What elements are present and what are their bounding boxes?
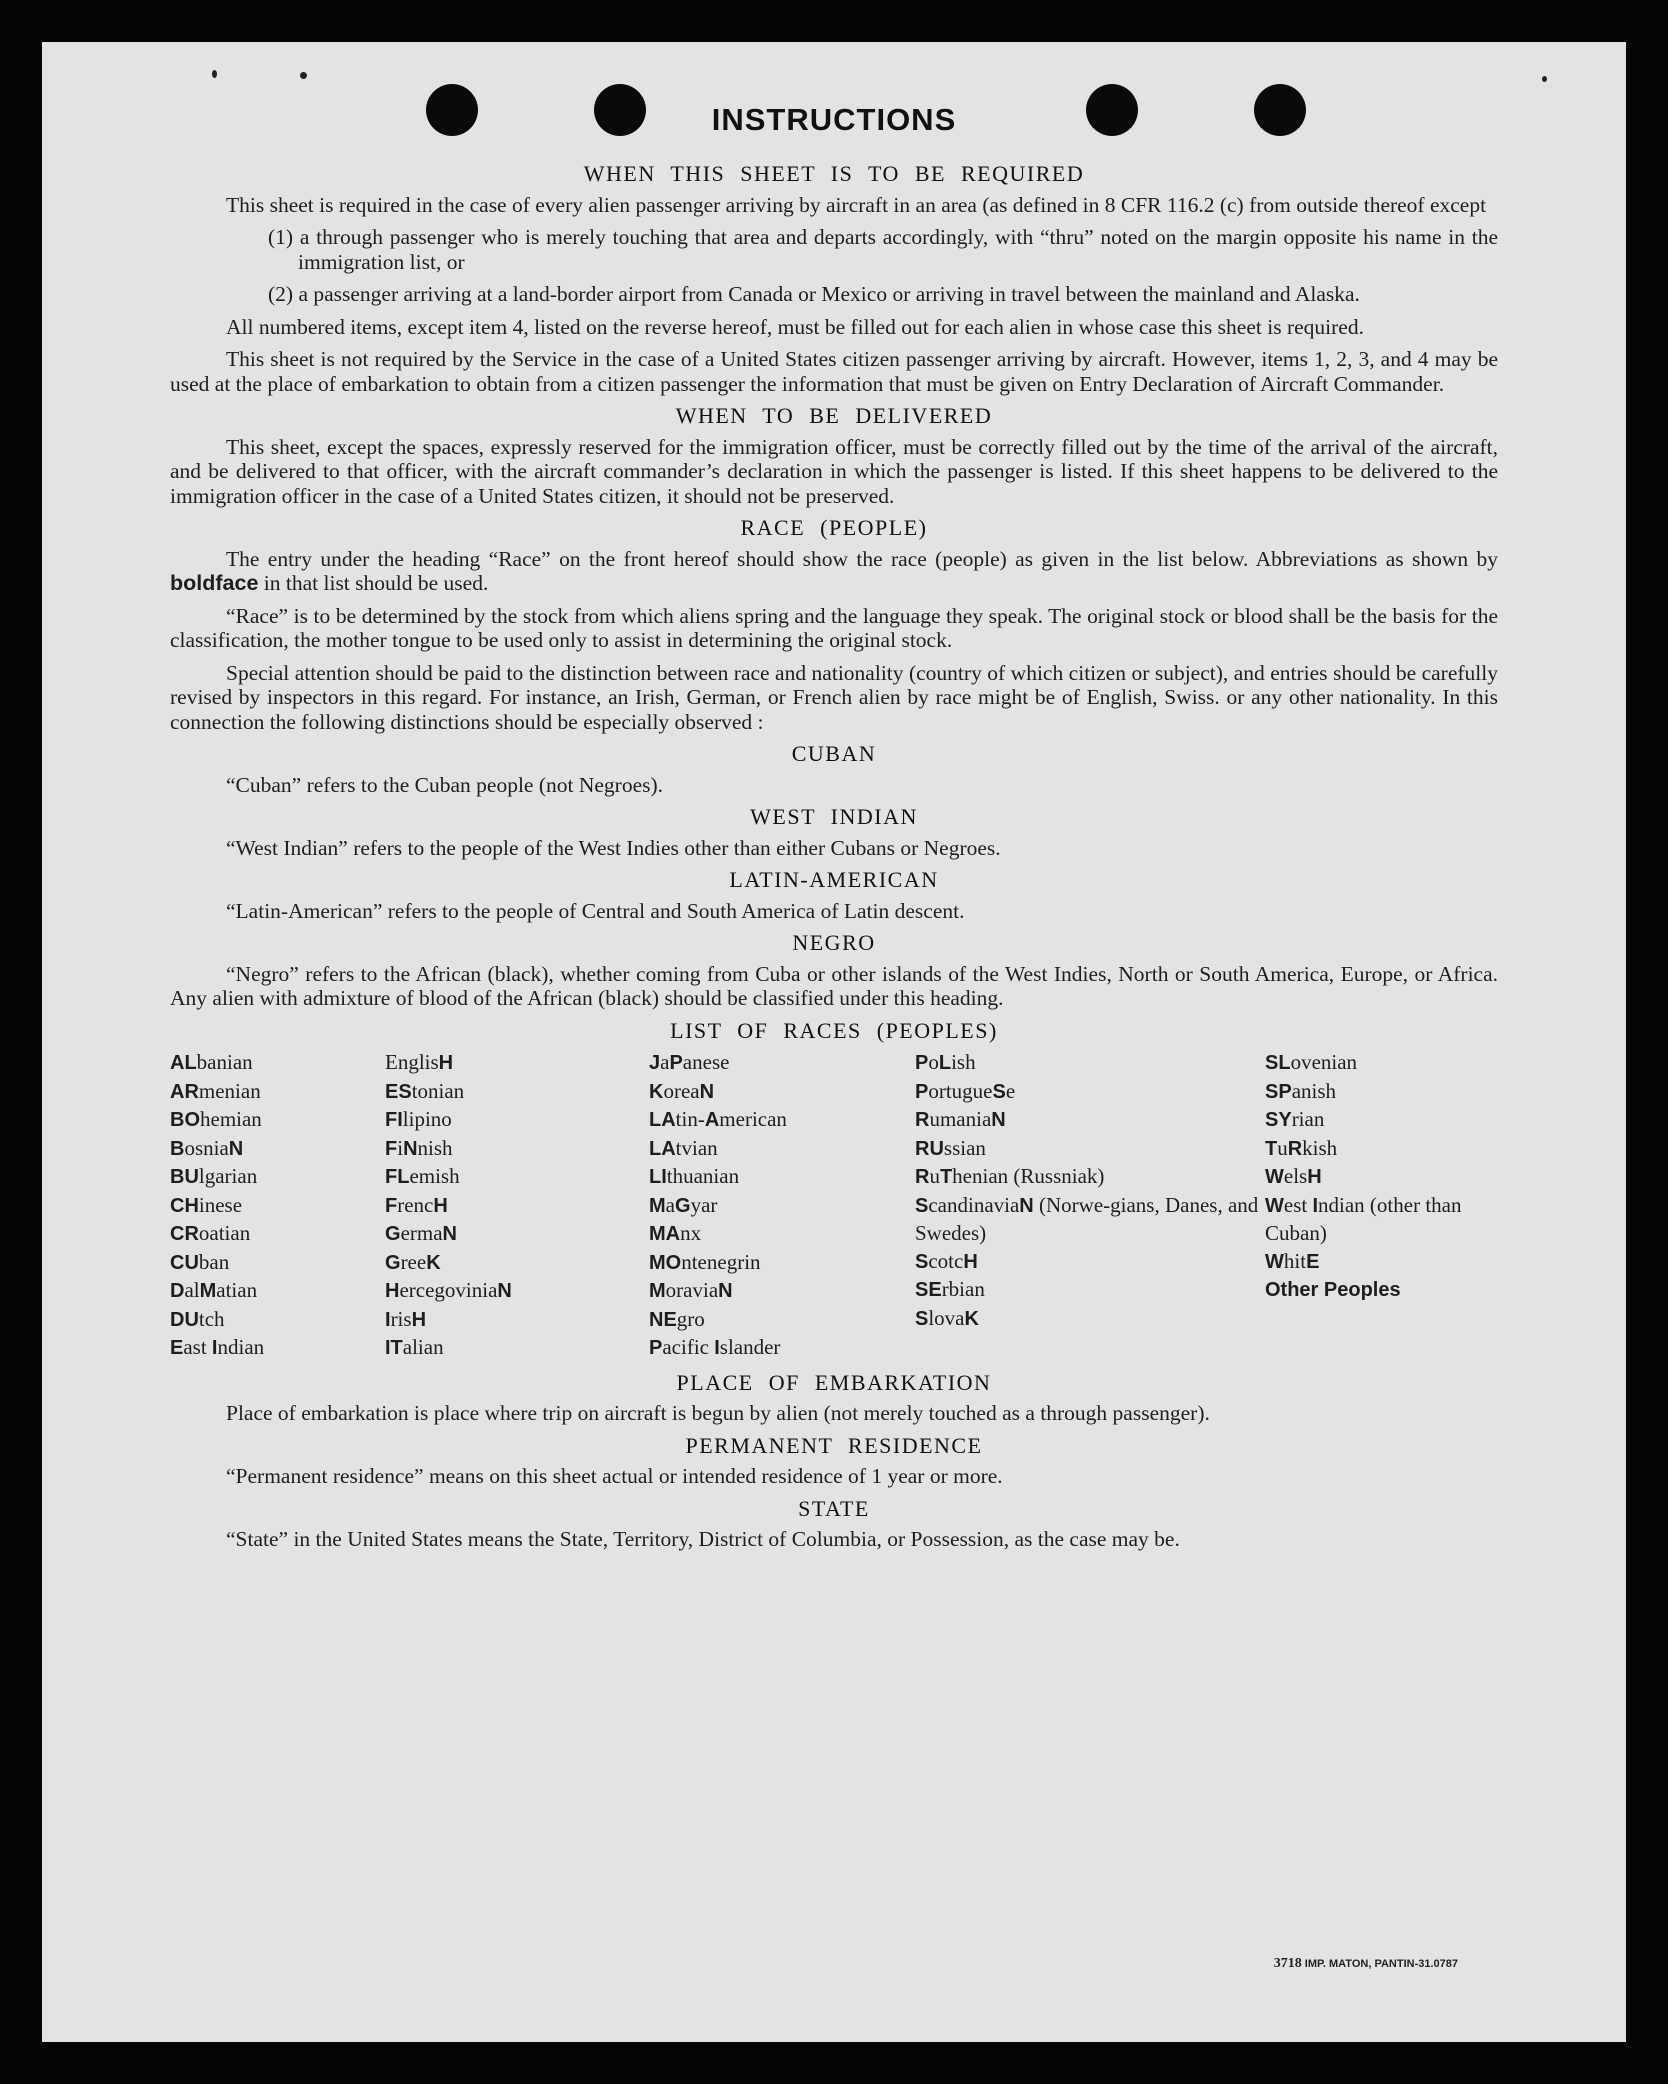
race-text: orea [663,1078,700,1103]
race-column [385,1049,649,1363]
race-text: thuanian [666,1164,740,1188]
race-entry [385,1049,649,1078]
section-heading: LATIN-AMERICAN [729,867,939,892]
race-text: henian (Russniak) [952,1164,1105,1188]
instructions-body [170,158,1498,1560]
race-abbrev: FL [385,1166,410,1188]
race-abbrev: AL [170,1052,197,1074]
exception-item: (2) a passenger arriving at a land-border airport from Canada or Mexico or arriving in travel between the mainland and Alaska. [268,282,1360,306]
race-entry [170,1163,385,1192]
race-entry [385,1249,649,1278]
race-abbrev: ES [385,1080,412,1103]
race-entry [170,1049,385,1078]
race-abbrev: K [649,1080,664,1103]
race-abbrev: P [669,1052,683,1074]
race-text: ree [400,1249,427,1274]
race-entry [915,1163,1265,1192]
race-entry [649,1192,915,1221]
race-column [915,1049,1265,1363]
race-abbrev: L [938,1052,952,1074]
race-abbrev: M [199,1280,217,1302]
race-text: cotc [928,1248,964,1273]
race-abbrev: H [385,1280,400,1302]
paragraph [170,547,1498,596]
race-text: ish [951,1050,976,1074]
race-text: ndian [217,1335,265,1359]
race-abbrev: SP [1265,1080,1292,1103]
race-text: menian [198,1078,261,1103]
race-text: E [385,1050,398,1074]
race-entry [170,1135,385,1164]
race-abbrev: AR [170,1080,199,1103]
race-entry [915,1106,1265,1135]
race-entry [915,1135,1265,1164]
race-entry [170,1249,385,1278]
race-entry [915,1049,1265,1078]
race-text: al [184,1278,200,1302]
race-entry [649,1277,915,1306]
race-abbrev: DU [170,1308,199,1331]
printer-imprint: IMP. MATON, PANTIN-31.0787 [1304,1958,1458,1970]
paragraph: “State” in the United States means the State, Territory, District of Columbia, or Possession, as the case may be. [226,1527,1180,1551]
scan-speck [300,72,307,79]
race-entry [170,1078,385,1107]
race-abbrev: SE [915,1279,942,1301]
race-text: slander [719,1335,781,1359]
race-text: osnia [184,1135,229,1160]
race-entry [170,1220,385,1249]
race-text: ercegovinia [399,1278,498,1302]
form-number: 3718 [1273,1956,1302,1971]
race-text: rian [1291,1107,1325,1131]
race-text: alian [402,1335,444,1359]
race-text: lova [928,1305,965,1330]
race-abbrev: E [1306,1250,1320,1273]
race-list [170,1049,1498,1363]
race-abbrev: LA [649,1109,676,1131]
race-entry [385,1135,649,1164]
race-entry [1265,1078,1505,1107]
scan-speck [1542,76,1547,82]
race-abbrev: BU [170,1166,199,1188]
race-text: est [1283,1192,1313,1217]
race-abbrev: RU [915,1137,944,1160]
race-entry [1265,1276,1505,1305]
paragraph: Special attention should be paid to the distinction between race and nationality (country of which citizen or subject), and entries should be carefully revised by inspectors in this regard. For instance, an Irish, German, or French alien by race might be of English, Swiss. or any other nationality. In this connection the following distinctions should be especially observed : [170,660,1498,734]
race-abbrev: S [915,1307,929,1330]
section-heading: PERMANENT RESIDENCE [685,1432,983,1458]
paragraph: “Latin-American” refers to the people of Central and South America of Latin descent. [226,898,965,923]
race-entry [915,1305,1265,1334]
race-abbrev: N [699,1080,715,1103]
race-text: a [665,1192,675,1217]
race-abbrev: N [228,1137,244,1160]
race-text: rbian [941,1277,985,1301]
race-abbrev: N [442,1223,457,1245]
paragraph: Place of embarkation is place where trip on aircraft is begun by alien (not merely touched as a through passenger). [226,1401,1210,1425]
race-abbrev: I [211,1337,218,1359]
race-abbrev: K [964,1307,979,1330]
race-text: e [1005,1078,1016,1103]
race-text: ban [198,1249,230,1274]
race-abbrev: P [915,1080,929,1103]
race-text: ortugue [928,1078,993,1103]
race-text: tin- [675,1107,705,1131]
race-abbrev: F [385,1194,398,1217]
section-heading: STATE [798,1495,870,1521]
race-abbrev: T [939,1166,953,1188]
race-column [170,1049,385,1363]
race-text: oatian [198,1221,251,1245]
race-abbrev: M [649,1280,666,1302]
text-run: The entry under the heading “Race” on the front hereof should show the race (people) as given in the list below. Abbreviations as shown by [226,546,1498,571]
race-entry [1265,1163,1505,1192]
race-text: gro [676,1306,705,1331]
race-abbrev: R [915,1109,930,1131]
race-entry [170,1334,385,1363]
race-abbrev: E [170,1337,184,1359]
race-abbrev: H [1307,1166,1322,1188]
race-entry [649,1220,915,1249]
paragraph: This sheet, except the spaces, expressly reserved for the immigration officer, must be correctly filled out by the time of the arrival of the aircraft, and be delivered to that officer, with the aircraft commander’s declaration in which the passenger is listed. If this sheet happens to be delivered to the immigration officer in the case of a United States citizen, it should not be preserved. [170,434,1498,508]
boldface-word: boldface [170,571,259,595]
section-heading: WEST INDIAN [750,804,918,829]
race-text: hit [1283,1248,1307,1273]
race-entry [385,1192,649,1221]
paragraph: “Cuban” refers to the Cuban people (not Negroes). [226,772,664,797]
section-heading: NEGRO [792,930,876,955]
race-text: merican [719,1107,787,1131]
race-entry [385,1220,649,1249]
race-entry [649,1078,915,1107]
race-abbrev: H [411,1308,427,1331]
race-abbrev: IT [385,1337,403,1359]
race-text: banian [196,1050,253,1074]
race-text: nglis [397,1050,439,1074]
race-abbrev: N [403,1137,418,1160]
race-text: ntenegrin [681,1249,761,1274]
race-text: acific [662,1335,715,1359]
race-text: ris [390,1306,412,1331]
section-heading: PLACE OF EMBARKATION [676,1369,992,1395]
race-abbrev: FI [385,1109,403,1131]
page-title: INSTRUCTIONS [711,102,957,137]
race-text: umania [929,1107,992,1131]
race-text: anish [1291,1078,1337,1103]
race-abbrev: P [649,1337,663,1359]
race-entry [649,1163,915,1192]
section-heading: LIST OF RACES (PEOPLES) [670,1017,998,1043]
race-entry [915,1078,1265,1107]
race-text: tch [198,1306,225,1331]
race-abbrev: J [649,1052,661,1074]
race-abbrev: A [704,1109,720,1131]
race-entry [385,1277,649,1306]
race-text: ndian (other than Cuban) [1265,1192,1462,1245]
race-entry [170,1192,385,1221]
race-entry [385,1106,649,1135]
race-abbrev: I [1312,1194,1319,1217]
race-abbrev: G [385,1223,401,1245]
race-abbrev: W [1265,1194,1284,1217]
race-text: candinavia [928,1192,1020,1217]
race-abbrev: N [497,1280,512,1302]
race-abbrev: Other Peoples [1265,1279,1401,1301]
race-entry [915,1276,1265,1305]
race-abbrev: D [170,1280,185,1302]
paragraph: “Negro” refers to the African (black), whether coming from Cuba or other islands of the West Indies, North or South America, Europe, or Africa. Any alien with admixture of blood of the African (black) should be classified under this heading. [170,961,1498,1010]
race-abbrev: H [433,1194,448,1217]
race-text: ast [183,1335,212,1359]
race-entry [385,1078,649,1107]
race-text: emish [409,1164,460,1188]
race-abbrev: BO [170,1109,200,1131]
race-abbrev: N [991,1109,1006,1131]
race-entry [1265,1135,1505,1164]
race-abbrev: G [675,1194,691,1217]
paragraph: “West Indian” refers to the people of the West Indies other than either Cubans or Negroes. [226,835,1001,860]
race-abbrev: S [992,1080,1006,1103]
race-abbrev: W [1265,1166,1284,1188]
race-abbrev: N [718,1280,733,1302]
race-entry [649,1306,915,1335]
exception-item: (1) a through passenger who is merely touching that area and departs accordingly, with “thru” noted on the margin opposite his name in the immigration list, or [268,225,1498,274]
race-text: u [1277,1135,1288,1160]
section-heading: WHEN THIS SHEET IS TO BE REQUIRED [583,161,1085,186]
paragraph: “Race” is to be determined by the stock from which aliens spring and the language they speak. The original stock or blood shall be the basis for the classification, the mother tongue to be used only to assist in determining the original stock. [170,603,1498,652]
race-abbrev: B [170,1137,185,1160]
race-abbrev: S [915,1250,929,1273]
race-text: (Norwe-gians, Danes, and Swedes) [915,1192,1259,1245]
race-abbrev: G [385,1251,401,1274]
race-text: ssian [943,1135,986,1160]
race-abbrev: H [963,1250,978,1273]
section-heading: RACE (PEOPLE) [740,515,928,540]
section-heading: CUBAN [791,741,877,766]
race-abbrev: CU [170,1251,199,1274]
race-text: i [397,1135,404,1160]
race-entry [649,1135,915,1164]
race-abbrev: H [438,1052,454,1074]
race-abbrev: I [385,1308,391,1331]
race-column [1265,1049,1505,1363]
race-entry [1265,1192,1505,1248]
race-text: kish [1302,1135,1338,1160]
paragraph: “Permanent residence” means on this sheet actual or intended residence of 1 year or more. [226,1464,1003,1488]
race-text: oravia [665,1278,719,1302]
scan-speck [212,70,217,78]
race-entry [915,1192,1265,1248]
race-text: a [660,1050,670,1074]
print-imprint [1274,1956,1458,1972]
race-entry [1265,1248,1505,1277]
paragraph: All numbered items, except item 4, listed on the reverse hereof, must be filled out for each alien in whose case this sheet is required. [226,314,1364,339]
race-abbrev: MO [649,1251,682,1274]
race-text: nx [680,1221,702,1245]
race-entry [649,1049,915,1078]
race-entry [385,1163,649,1192]
document-sheet [42,42,1626,2042]
race-text: tonian [411,1078,465,1103]
race-text: nish [417,1135,453,1160]
race-text: lgarian [198,1164,258,1188]
race-abbrev: CH [170,1194,199,1217]
race-text: erma [400,1221,443,1245]
race-abbrev: I [714,1337,720,1359]
race-entry [170,1106,385,1135]
paragraph: This sheet is required in the case of every alien passenger arriving by aircraft in an area (as defined in 8 CFR 116.2 (c) from outside thereof except [226,192,1487,217]
text-run: in that list should be used. [263,571,489,595]
race-abbrev: R [1287,1137,1303,1160]
race-entry [385,1306,649,1335]
race-abbrev: F [385,1137,398,1160]
race-entry [170,1306,385,1335]
race-abbrev: W [1265,1250,1284,1273]
race-text: hemian [200,1107,262,1131]
race-text: renc [397,1192,434,1217]
paragraph: This sheet is not required by the Service in the case of a United States citizen passenger arriving by aircraft. However, items 1, 2, 3, and 4 may be used at the place of embarkation to obtain from a citizen passenger the information that must be given on Entry Declaration of Aircraft Commander. [170,347,1498,396]
race-entry [170,1277,385,1306]
race-column [649,1049,915,1363]
race-text: tvian [675,1135,718,1160]
race-abbrev: K [426,1251,441,1274]
race-entry [649,1106,915,1135]
race-abbrev: N [1019,1194,1034,1217]
race-abbrev: M [649,1194,666,1217]
race-abbrev: T [1265,1137,1278,1160]
race-abbrev: LI [649,1166,667,1188]
race-entry [649,1249,915,1278]
race-text: inese [198,1192,243,1217]
race-entry [1265,1049,1505,1078]
race-abbrev: P [915,1052,929,1074]
race-abbrev: SL [1265,1052,1291,1074]
race-entry [915,1248,1265,1277]
race-text: anese [682,1050,730,1074]
race-abbrev: S [915,1194,929,1217]
race-text: ovenian [1290,1050,1358,1074]
race-text: yar [690,1192,718,1217]
race-abbrev: SY [1265,1109,1292,1131]
race-abbrev: CR [170,1223,199,1245]
race-entry [1265,1106,1505,1135]
race-text: o [928,1050,939,1074]
race-abbrev: LA [649,1137,676,1160]
race-text: u [929,1164,940,1188]
race-entry [385,1334,649,1363]
race-abbrev: NE [649,1308,677,1331]
race-abbrev: MA [649,1223,681,1245]
race-text: lipino [402,1107,452,1131]
race-entry [649,1334,915,1363]
section-heading: WHEN TO BE DELIVERED [675,403,993,428]
race-text: atian [216,1278,258,1302]
race-text: els [1283,1164,1308,1188]
race-abbrev: R [915,1166,930,1188]
